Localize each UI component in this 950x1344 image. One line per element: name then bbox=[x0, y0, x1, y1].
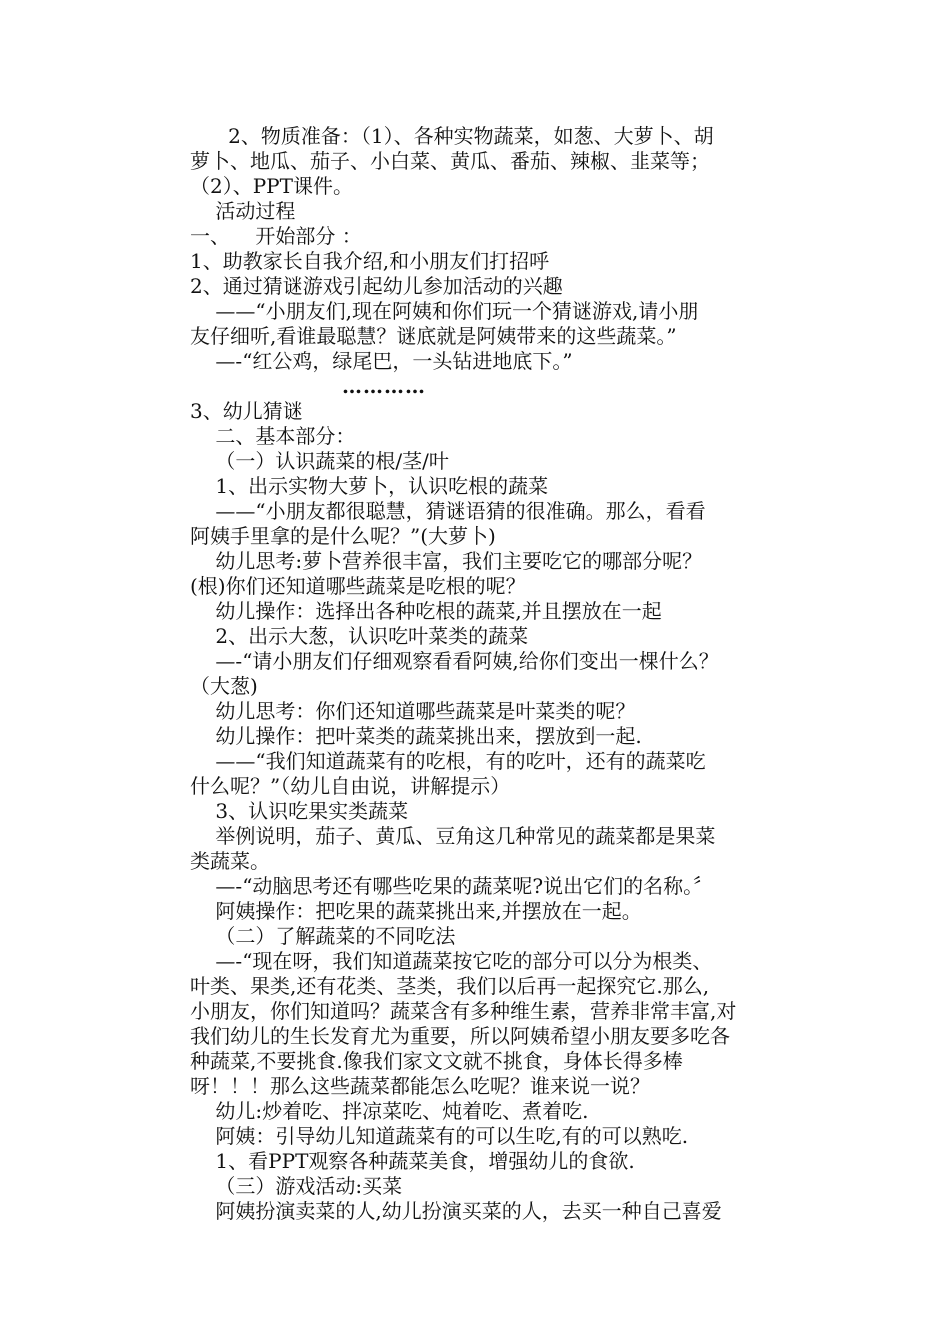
text-line: 阿姨手里拿的是什么呢？”(大萝卜) bbox=[190, 524, 496, 548]
text-line: 幼儿思考:萝卜营养很丰富，我们主要吃它的哪部分呢？ bbox=[190, 549, 703, 573]
text-line: 3、认识吃果实类蔬菜 bbox=[190, 799, 409, 823]
text-line: 叶类、果类,还有花类、茎类，我们以后再一起探究它.那么, bbox=[190, 974, 710, 998]
text-line: 3、幼儿猜谜 bbox=[190, 399, 303, 423]
text-line: (根)你们还知道哪些蔬菜是吃根的呢？ bbox=[190, 574, 526, 598]
text-line: 小朋友，你们知道吗？蔬菜含有多种维生素，营养非常丰富,对 bbox=[190, 999, 737, 1023]
text-line: 1、出示实物大萝卜，认识吃根的蔬菜 bbox=[190, 474, 549, 498]
text-line: 幼儿:炒着吃、拌凉菜吃、炖着吃、煮着吃. bbox=[190, 1099, 589, 1123]
text-line: 种蔬菜,不要挑食.像我们家文文就不挑食，身体长得多棒 bbox=[190, 1049, 683, 1073]
subsection-heading: （一）认识蔬菜的根/茎/叶 bbox=[190, 449, 449, 473]
ellipsis-line: ………… bbox=[342, 374, 426, 398]
section-heading: 二、基本部分： bbox=[190, 424, 356, 448]
text-line: 幼儿操作：选择出各种吃根的蔬菜,并且摆放在一起 bbox=[190, 599, 662, 623]
text-line: 幼儿操作：把叶菜类的蔬菜挑出来，摆放到一起. bbox=[190, 724, 642, 748]
text-line: 我们幼儿的生长发育尤为重要，所以阿姨希望小朋友要多吃各 bbox=[190, 1024, 730, 1048]
text-line: 阿姨扮演卖菜的人,幼儿扮演买菜的人，去买一种自己喜爱 bbox=[190, 1199, 722, 1223]
document-body bbox=[190, 124, 810, 1224]
text-line: 友仔细听,看谁最聪慧？谜底就是阿姨带来的这些蔬菜。” bbox=[190, 324, 677, 348]
subsection-heading: （二）了解蔬菜的不同吃法 bbox=[190, 924, 456, 948]
text-line: 2、出示大葱，认识吃叶菜类的蔬菜 bbox=[190, 624, 529, 648]
text-line: 什么呢？”（幼儿自由说，讲解提示） bbox=[190, 774, 511, 798]
text-line: ——“小朋友们,现在阿姨和你们玩一个猜谜游戏,请小朋 bbox=[190, 299, 699, 323]
subsection-heading: （三）游戏活动:买菜 bbox=[190, 1174, 403, 1198]
text-line: —-“动脑思考还有哪些吃果的蔬菜呢?说出它们的名称。〞 bbox=[190, 874, 714, 898]
section-heading: 一、 开始部分 ： bbox=[190, 224, 362, 248]
text-line: —-“现在呀，我们知道蔬菜按它吃的部分可以分为根类、 bbox=[190, 949, 713, 973]
text-line: 2、物质准备：（1）、各种实物蔬菜，如葱、大萝卜、胡 bbox=[190, 124, 714, 148]
text-line: 1、助教家长自我介绍,和小朋友们打招呼 bbox=[190, 249, 550, 273]
text-line: ——“小朋友都很聪慧，猜谜语猜的很准确。那么，看看 bbox=[190, 499, 706, 523]
text-line: （2）、PPT课件。 bbox=[190, 174, 353, 198]
text-line: 萝卜、地瓜、茄子、小白菜、黄瓜、番茄、辣椒、韭菜等； bbox=[190, 149, 710, 173]
text-line: 阿姨操作：把吃果的蔬菜挑出来,并摆放在一起。 bbox=[190, 899, 642, 923]
text-line: —-“红公鸡，绿尾巴，一头钻进地底下。” bbox=[190, 349, 573, 373]
text-line: 呀！！！那么这些蔬菜都能怎么吃呢？谁来说一说？ bbox=[190, 1074, 650, 1098]
text-line: 1、看PPT观察各种蔬菜美食，增强幼儿的食欲. bbox=[190, 1149, 635, 1173]
section-heading: 活动过程 bbox=[190, 199, 296, 223]
text-line: 幼儿思考：你们还知道哪些蔬菜是叶菜类的呢？ bbox=[190, 699, 636, 723]
text-line: 阿姨：引导幼儿知道蔬菜有的可以生吃,有的可以熟吃. bbox=[190, 1124, 689, 1148]
text-line: —-“请小朋友们仔细观察看看阿姨,给你们变出一棵什么？ bbox=[190, 649, 719, 673]
text-line: 举例说明，茄子、黄瓜、豆角这几种常见的蔬菜都是果菜 bbox=[190, 824, 716, 848]
text-line: ——“我们知道蔬菜有的吃根，有的吃叶，还有的蔬菜吃 bbox=[190, 749, 706, 773]
text-line: 2、通过猜谜游戏引起幼儿参加活动的兴趣 bbox=[190, 274, 563, 298]
text-line: （大葱) bbox=[190, 674, 258, 698]
text-line: 类蔬菜。 bbox=[190, 849, 270, 873]
